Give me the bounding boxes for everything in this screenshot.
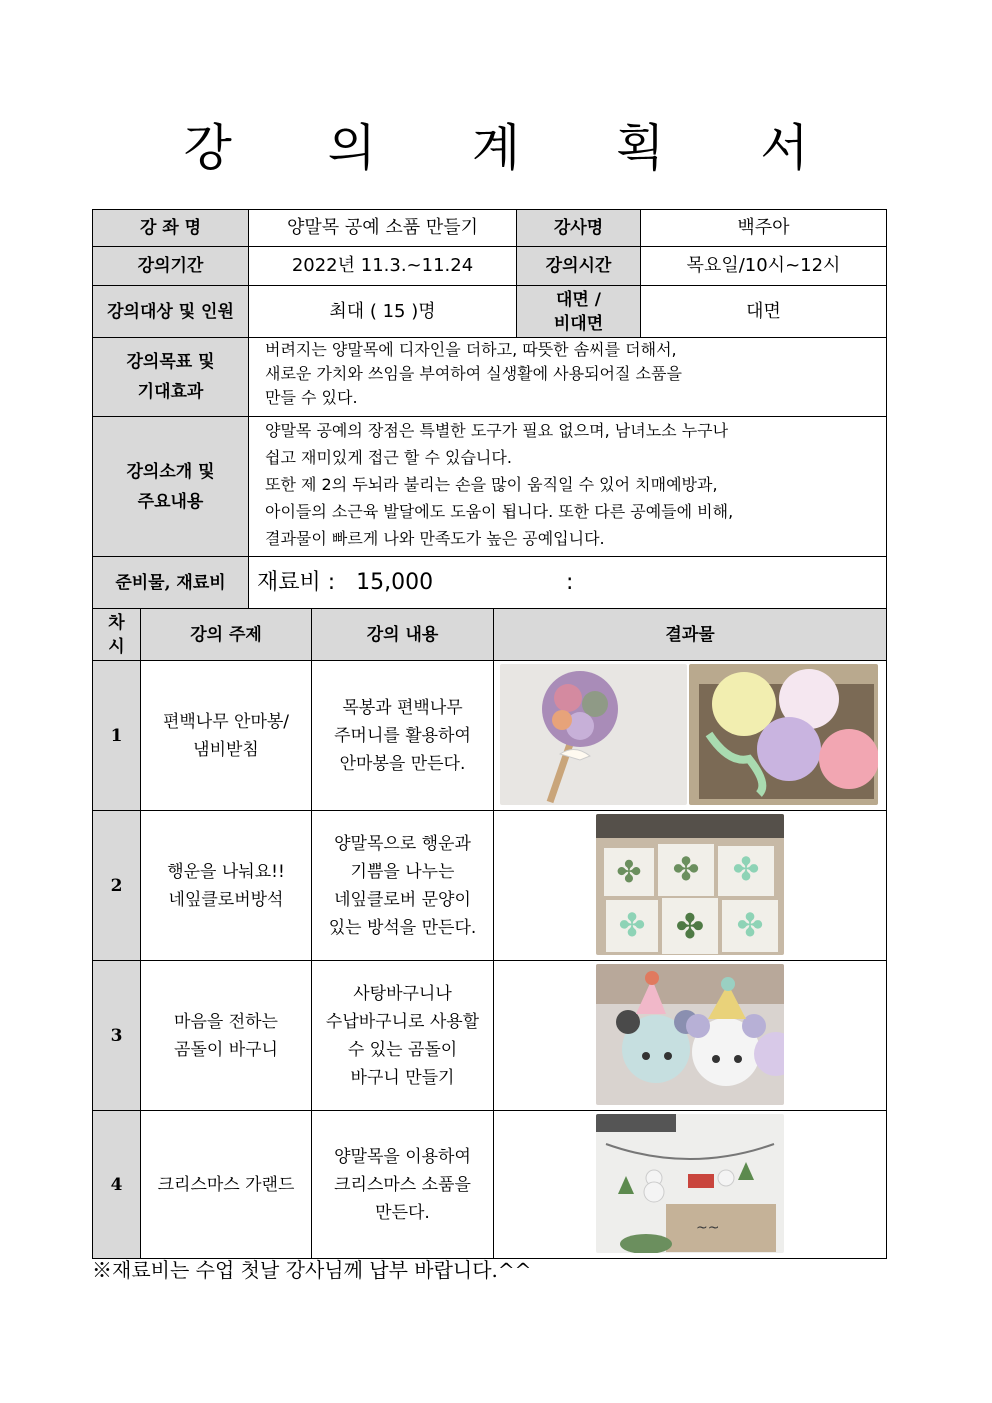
instructor-value: 백주아 bbox=[640, 209, 887, 247]
session-content-line: 있는 방석을 만든다. bbox=[328, 917, 477, 938]
course-value: 양말목 공예 소품 만들기 bbox=[248, 209, 517, 247]
session-content-line: 만든다. bbox=[375, 1202, 430, 1223]
session-topic-line: 곰돌이 바구니 bbox=[174, 1039, 278, 1060]
session-no-header-line2: 시 bbox=[108, 636, 125, 657]
document-title: 강 의 계 획 서 bbox=[183, 119, 849, 177]
intro-label-line2: 주요내용 bbox=[137, 491, 204, 512]
session-topic bbox=[140, 1110, 312, 1259]
bear-basket-photo bbox=[596, 964, 784, 1105]
christmas-garland-photo bbox=[596, 1114, 784, 1253]
intro-text bbox=[248, 416, 887, 557]
session-content bbox=[311, 660, 494, 811]
intro-line: 결과물이 빠르게 나와 만족도가 높은 공예입니다. bbox=[265, 529, 605, 548]
session-content-line: 사탕바구니나 bbox=[353, 983, 452, 1004]
svg-text:✤: ✤ bbox=[616, 855, 642, 890]
materials-label: 준비물, 재료비 bbox=[92, 556, 249, 609]
session-topic-header: 강의 주제 bbox=[140, 608, 312, 661]
mode-label bbox=[516, 285, 641, 338]
goal-label bbox=[92, 337, 249, 417]
intro-line: 또한 제 2의 두뇌라 불리는 손을 많이 움직일 수 있어 치매예방과, bbox=[265, 475, 718, 494]
session-content-line: 바구니 만들기 bbox=[350, 1067, 455, 1088]
session-content-line: 양말목으로 행운과 bbox=[334, 833, 471, 854]
session-content bbox=[311, 810, 494, 961]
intro-line: 아이들의 소근육 발달에도 도움이 됩니다. 또한 다른 공예들에 비해, bbox=[265, 502, 734, 521]
goal-label-line1: 강의목표 및 bbox=[126, 352, 215, 372]
mode-label-line1: 대면 / bbox=[556, 289, 601, 310]
session-no: 2 bbox=[92, 810, 141, 961]
session-topic-line: 크리스마스 가랜드 bbox=[157, 1174, 295, 1195]
footnote: ※재료비는 수업 첫날 강사님께 납부 바랍니다.^^ bbox=[92, 1258, 532, 1282]
session-topic-line: 냄비받침 bbox=[193, 739, 259, 760]
svg-text:✤: ✤ bbox=[675, 907, 705, 947]
intro-line: 쉽고 재미있게 접근 할 수 있습니다. bbox=[265, 448, 512, 467]
intro-label bbox=[92, 416, 249, 557]
target-label: 강의대상 및 인원 bbox=[92, 285, 249, 338]
session-topic-line: 네잎클로버방석 bbox=[168, 889, 284, 910]
session-content-line: 안마봉을 만든다. bbox=[339, 753, 466, 774]
session-content-line: 수 있는 곰돌이 bbox=[347, 1039, 458, 1060]
session-no: 1 bbox=[92, 660, 141, 811]
svg-text:✤: ✤ bbox=[732, 850, 760, 888]
session-topic-line: 마음을 전하는 bbox=[174, 1011, 278, 1032]
session-content-line: 네잎클로버 문양이 bbox=[334, 889, 471, 910]
time-label: 강의시간 bbox=[516, 246, 641, 286]
goal-text bbox=[248, 337, 887, 417]
time-value: 목요일/10시~12시 bbox=[640, 246, 887, 286]
materials-value: 재료비 : 15,000 : bbox=[248, 556, 887, 609]
mode-label-line2: 비대면 bbox=[553, 313, 604, 334]
session-result-header: 결과물 bbox=[493, 608, 887, 661]
session-no-header bbox=[92, 608, 141, 661]
course-label: 강 좌 명 bbox=[92, 209, 249, 247]
intro-label-line1: 강의소개 및 bbox=[126, 461, 215, 482]
session-content bbox=[311, 1110, 494, 1259]
session-topic bbox=[140, 960, 312, 1111]
goal-label-line2: 기대효과 bbox=[137, 382, 204, 402]
instructor-label: 강사명 bbox=[516, 209, 641, 247]
intro-line: 양말목 공예의 장점은 특별한 도구가 필요 없으며, 남녀노소 누구나 bbox=[265, 421, 729, 440]
target-value: 최대 ( 15 )명 bbox=[248, 285, 517, 338]
session-no-header-line1: 차 bbox=[108, 612, 125, 633]
session-content-line: 양말목을 이용하여 bbox=[334, 1146, 471, 1167]
session-topic bbox=[140, 810, 312, 961]
session-content bbox=[311, 960, 494, 1111]
period-label: 강의기간 bbox=[92, 246, 249, 286]
goal-line: 새로운 가치와 쓰임을 부여하여 실생활에 사용되어질 소품을 bbox=[265, 364, 682, 383]
session-content-line: 수납바구니로 사용할 bbox=[325, 1011, 480, 1032]
session-no: 4 bbox=[92, 1110, 141, 1259]
session-topic-line: 편백나무 안마봉/ bbox=[162, 711, 290, 732]
svg-text:✤: ✤ bbox=[736, 906, 764, 944]
session-topic bbox=[140, 660, 312, 811]
session-content-line: 기쁨을 나누는 bbox=[350, 861, 455, 882]
clover-cushion-photo bbox=[596, 814, 784, 955]
session-content-header: 강의 내용 bbox=[311, 608, 494, 661]
mode-value: 대면 bbox=[640, 285, 887, 338]
session-no: 3 bbox=[92, 960, 141, 1111]
session-content-line: 크리스마스 소품을 bbox=[334, 1174, 471, 1195]
goal-line: 버려지는 양말목에 디자인을 더하고, 따뜻한 솜씨를 더해서, bbox=[265, 340, 677, 359]
period-value: 2022년 11.3.~11.24 bbox=[248, 246, 517, 286]
svg-text:✤: ✤ bbox=[618, 906, 646, 944]
goal-line: 만들 수 있다. bbox=[265, 388, 358, 407]
session-content-line: 목봉과 편백나무 bbox=[342, 697, 463, 718]
massage-stick-photo bbox=[500, 664, 687, 805]
pot-holder-photo bbox=[689, 664, 878, 805]
session-topic-line: 행운을 나눠요!! bbox=[167, 861, 285, 882]
svg-text:✤: ✤ bbox=[672, 850, 700, 888]
svg-text:~~: ~~ bbox=[696, 1220, 720, 1236]
session-content-line: 주머니를 활용하여 bbox=[334, 725, 471, 746]
